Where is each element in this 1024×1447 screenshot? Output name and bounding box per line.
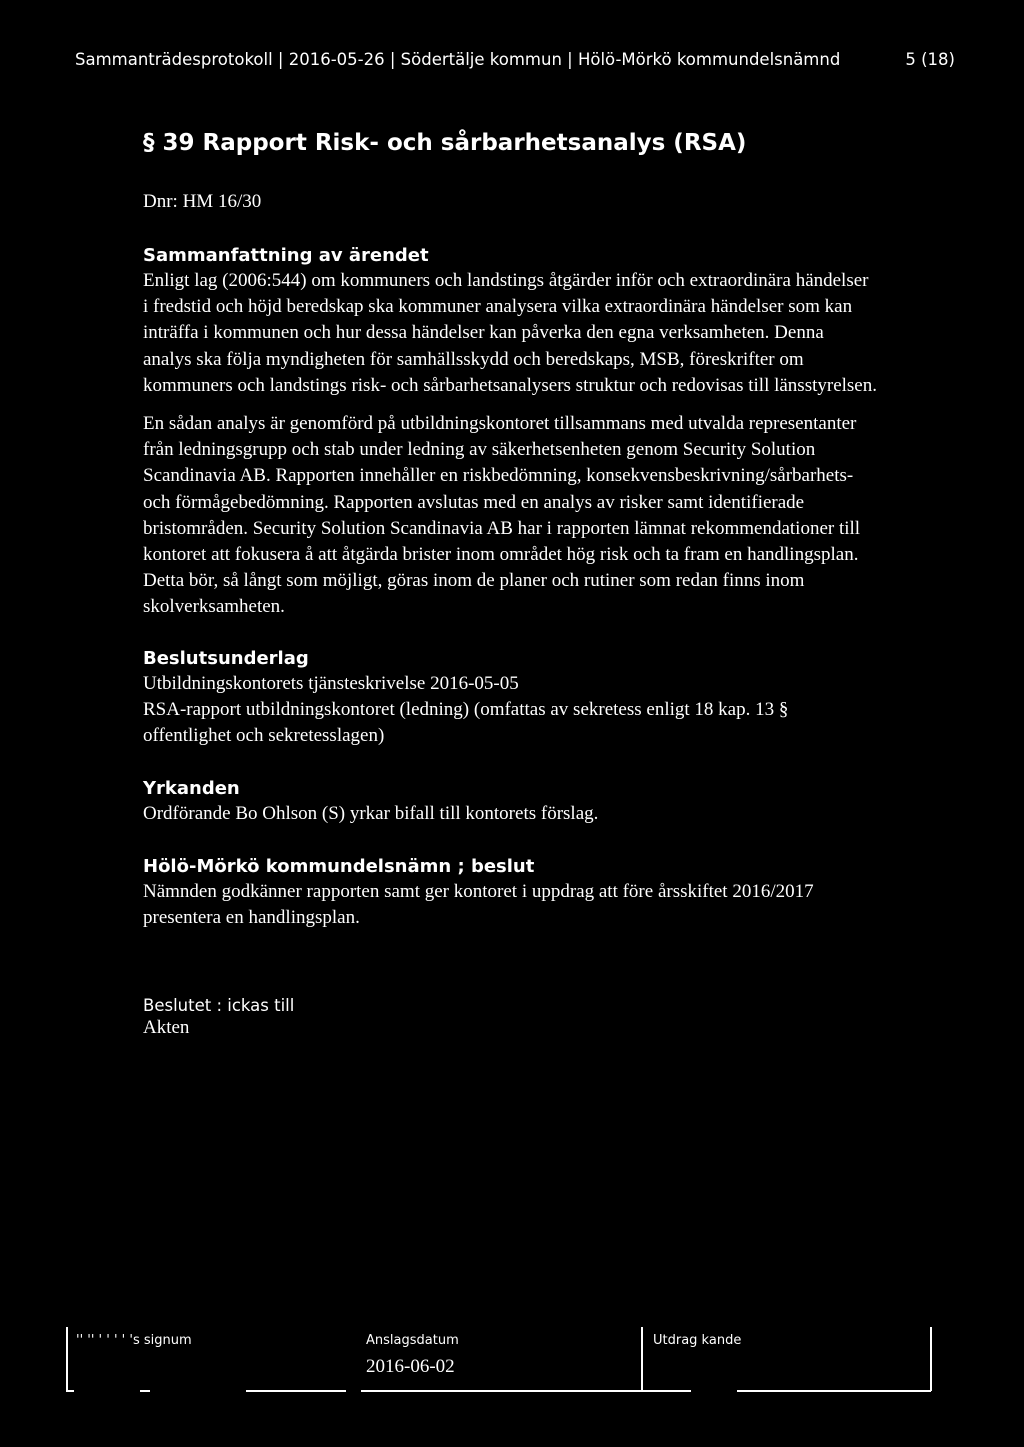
text-line: Utbildningskontorets tjänsteskrivelse 2016-05-05 bbox=[143, 673, 519, 694]
text-line: analys ska följa myndigheten för samhällsskydd och beredskaps, MSB, föreskrifter om bbox=[143, 348, 804, 370]
table-border bbox=[246, 1390, 346, 1392]
decision-heading: Hölö-Mörkö kommundelsnämn ; beslut bbox=[143, 856, 535, 877]
text-line: RSA-rapport utbildningskontoret (ledning) (omfattas av sekretess enligt 18 kap. 13 § bbox=[143, 699, 789, 721]
text-line: presentera en handlingsplan. bbox=[143, 907, 360, 929]
section-title: § 39 Rapport Risk- och sårbarhetsanalys (RSA) bbox=[143, 130, 747, 156]
posting-date: 2016-06-02 bbox=[366, 1356, 455, 1377]
summary-paragraph-1 bbox=[143, 268, 943, 399]
signature-label: '' '' ' ' ' ' 's signum bbox=[76, 1333, 192, 1348]
summary-paragraph-2 bbox=[143, 411, 943, 621]
posting-date-label: Anslagsdatum bbox=[366, 1333, 459, 1348]
text-line: inträffa i kommunen och hur dessa händelser kan påverka den egna verksamheten. Denna bbox=[143, 322, 824, 344]
text-line: skolverksamheten. bbox=[143, 596, 285, 618]
text-line: och förmågebedömning. Rapporten avslutas med en analys av risker samt identifierade bbox=[143, 491, 805, 513]
text-line: kontoret att fokusera å att åtgärda brister inom området hög risk och ta fram en handlingsplan. bbox=[143, 544, 859, 566]
text-line: Detta bör, så långt som möjligt, göras inom de planer och rutiner som redan finns inom bbox=[143, 570, 805, 592]
text-line: Scandinavia AB. Rapporten innehåller en riskbedömning, konsekvensbeskrivning/sårbarhets- bbox=[143, 465, 854, 487]
extract-label: Utdrag kande bbox=[653, 1333, 742, 1348]
table-border bbox=[66, 1390, 74, 1392]
table-border bbox=[930, 1327, 932, 1391]
text-line: En sådan analys är genomförd på utbildningskontoret tillsammans med utvalda representanter bbox=[143, 413, 857, 434]
table-border bbox=[737, 1390, 931, 1392]
text-line: offentlighet och sekretesslagen) bbox=[143, 725, 385, 747]
text-line: Enligt lag (2006:544) om kommuners och landstings åtgärder inför och extraordinära händelser bbox=[143, 270, 869, 291]
text-line: kommuners och landstings risk- och sårbarhetsanalysers struktur och redovisas till länsstyrelsen. bbox=[143, 374, 877, 396]
summary-heading: Sammanfattning av ärendet bbox=[143, 245, 429, 266]
text-line: Ordförande Bo Ohlson (S) yrkar bifall till kontorets förslag. bbox=[143, 803, 599, 824]
motions-text bbox=[143, 801, 943, 827]
decision-text bbox=[143, 879, 943, 931]
header-text: Sammanträdesprotokoll | 2016-05-26 | Södertälje kommun | Hölö-Mörkö kommundelsnämnd bbox=[75, 50, 841, 69]
motions-heading: Yrkanden bbox=[143, 778, 240, 799]
text-line: från ledningsgrupp och stab under ledning av säkerhetsenheten genom Security Solution bbox=[143, 439, 816, 461]
table-border bbox=[641, 1327, 643, 1391]
table-border bbox=[66, 1327, 68, 1391]
text-line: bristområden. Security Solution Scandinavia AB har i rapporten lämnat rekommendationer till bbox=[143, 517, 861, 539]
basis-heading: Beslutsunderlag bbox=[143, 648, 309, 669]
text-line: Nämnden godkänner rapporten samt ger kontoret i uppdrag att före årsskiftet 2016/2017 bbox=[143, 881, 814, 902]
text-line: i fredstid och höjd beredskap ska kommuner analysera vilka extraordinära händelser som kan bbox=[143, 296, 853, 318]
sent-to-heading: Beslutet : ickas till bbox=[143, 996, 295, 1015]
sent-to-recipient: Akten bbox=[143, 1017, 190, 1038]
basis-list bbox=[143, 671, 943, 750]
page-number: 5 (18) bbox=[905, 50, 955, 69]
page-header bbox=[75, 50, 955, 69]
case-number: Dnr: HM 16/30 bbox=[143, 191, 262, 212]
table-border bbox=[140, 1390, 150, 1392]
